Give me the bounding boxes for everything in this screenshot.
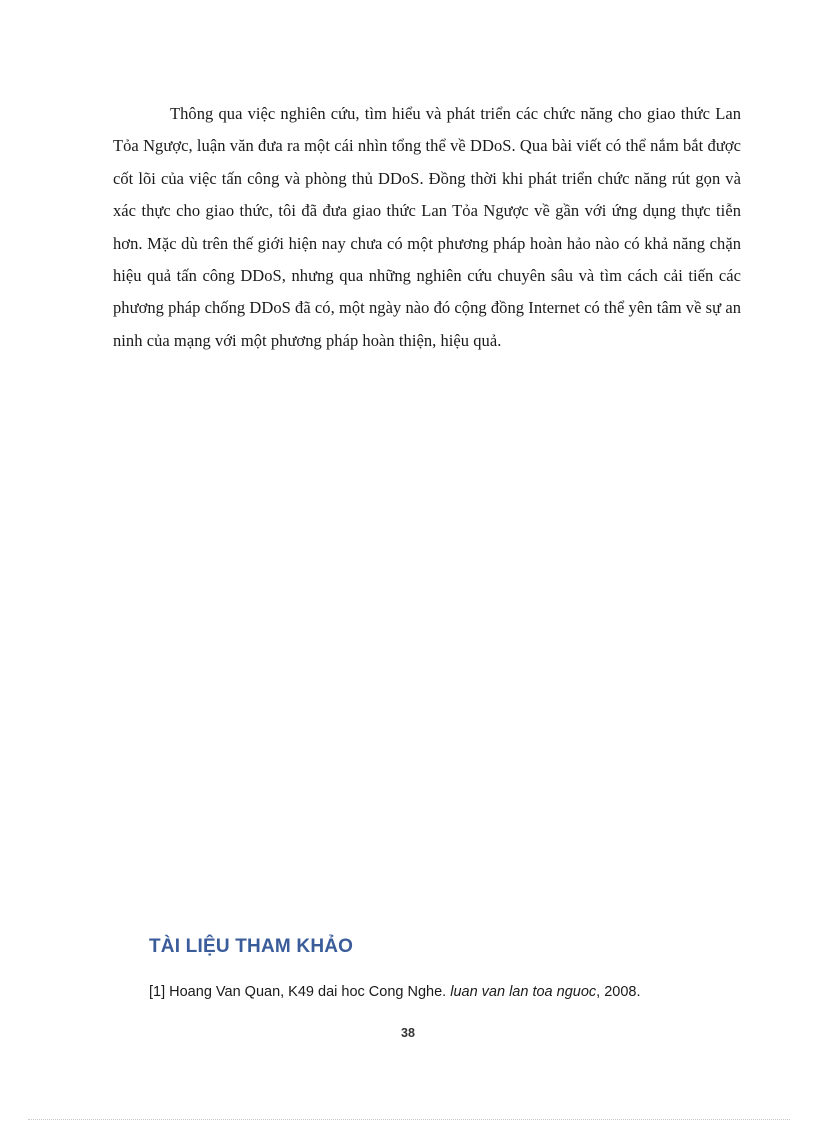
footer-divider (28, 1119, 790, 1120)
reference-year: , 2008. (596, 984, 641, 1000)
reference-item-1 (149, 984, 641, 1000)
paragraph-text: Thông qua việc nghiên cứu, tìm hiểu và phát triển các chức năng cho giao thức Lan Tỏa Ngược, luận văn đưa ra một cái nhìn tổng thể về DDoS. Qua bài viết có thể nắm bắt được cốt lõi của việc tấn công và phòng thủ DDoS. Đồng thời khi phát triển chức năng rút gọn và xác thực cho giao thức, tôi đã đưa giao thức Lan Tỏa Ngược về gần với ứng dụng thực tiễn hơn. Mặc dù trên thế giới hiện nay chưa có một phương pháp hoàn hảo nào có khả năng chặn hiệu quả tấn công DDoS, nhưng qua những nghiên cứu chuyên sâu và tìm cách cải tiến các phương pháp chống DDoS đã có, một ngày nào đó cộng đồng Internet có thể yên tâm về sự an ninh của mạng với một phương pháp hoàn thiện, hiệu quả. (113, 104, 741, 350)
reference-authors: [1] Hoang Van Quan, K49 dai hoc Cong Nghe (149, 984, 443, 1000)
references-heading: TÀI LIỆU THAM KHẢO (149, 936, 354, 957)
reference-title: luan van lan toa nguoc (450, 984, 597, 1000)
reference-separator: . (442, 984, 451, 1000)
page-number: 38 (401, 1026, 415, 1040)
conclusion-paragraph (113, 98, 741, 357)
